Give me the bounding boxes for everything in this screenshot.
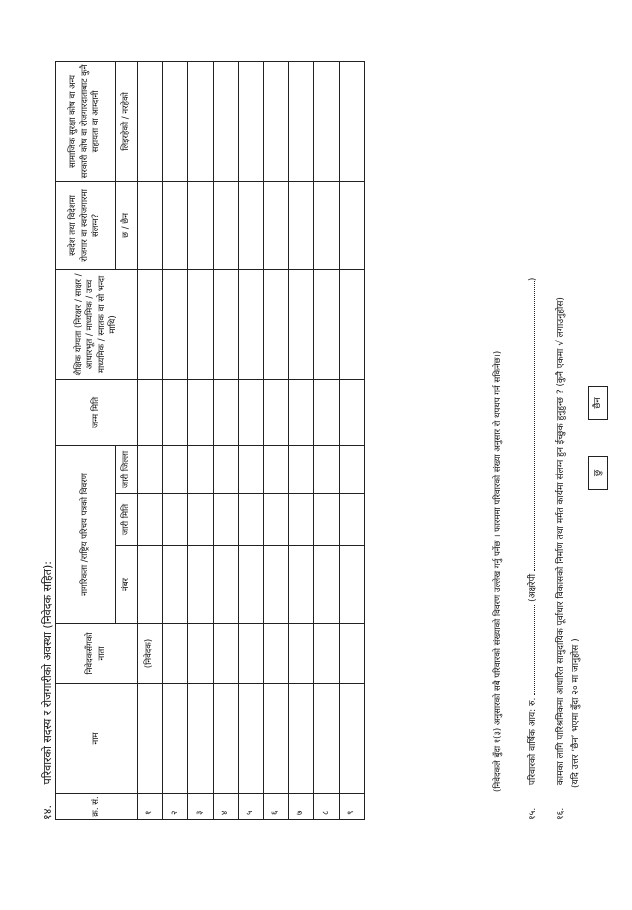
cell-dob[interactable] (289, 379, 314, 445)
cell-employment[interactable] (238, 181, 263, 269)
cell-employment[interactable] (263, 181, 288, 269)
cell-cit-number[interactable] (188, 546, 213, 624)
cell-social[interactable] (213, 61, 238, 181)
header-cit-date: जारी मिति (116, 494, 138, 546)
cell-name[interactable] (314, 684, 339, 794)
table-row (163, 61, 188, 819)
cell-sn: ८ (314, 794, 339, 820)
cell-cit-district[interactable] (138, 445, 163, 493)
question-16-text: कामका लागि पारिश्रमिकमा आधारित सामुदायिक पूर्वाधार विकासको निर्माण तथा मर्मत कार्यमा संलग्न हुन ईच्छुक हुनुहुन्छ ? (कुनै एकमा √ लगाउनुहोस) (556, 297, 566, 786)
header-cit-number: नंबर (116, 546, 138, 624)
cell-relation[interactable]: (निवेदक) (138, 624, 163, 684)
cell-cit-number[interactable] (289, 546, 314, 624)
table-body (138, 61, 365, 819)
header-sn: क्र. सं. (56, 794, 138, 820)
question-16-number: १६. (556, 807, 566, 820)
table-row (263, 61, 288, 819)
cell-cit-district[interactable] (213, 445, 238, 493)
question-15-text: परिवारको वार्षिक आय: रु. (528, 697, 538, 786)
cell-relation[interactable] (339, 624, 364, 684)
cell-education[interactable] (314, 269, 339, 379)
cell-education[interactable] (138, 269, 163, 379)
question-16 (553, 297, 566, 820)
table-note: (निवेदकले बुँदा १(३) अनुसारको सबै परिवारको संख्याको विवरण उल्लेख गर्नु पर्नेछ । फारममा परिवारको संख्या अनुसार रो थपथप गर्न सकिनेछ।) (493, 350, 503, 792)
cell-cit-date[interactable] (314, 494, 339, 546)
cell-employment[interactable] (213, 181, 238, 269)
cell-employment[interactable] (188, 181, 213, 269)
cell-name[interactable] (163, 684, 188, 794)
cell-education[interactable] (238, 269, 263, 379)
cell-cit-district[interactable] (238, 445, 263, 493)
table-row (314, 61, 339, 819)
table-row (289, 61, 314, 819)
cell-name[interactable] (213, 684, 238, 794)
question-15 (525, 278, 538, 820)
cell-relation[interactable] (238, 624, 263, 684)
cell-social[interactable] (138, 61, 163, 181)
table-row (339, 61, 364, 819)
cell-sn: २ (163, 794, 188, 820)
cell-cit-date[interactable] (263, 494, 288, 546)
cell-cit-date[interactable] (163, 494, 188, 546)
question-16-subnote: (यदि उत्तर ‘छैन’ भएमा बुँदा २० मा जानुहोस ) (571, 638, 581, 788)
cell-social[interactable] (238, 61, 263, 181)
cell-cit-date[interactable] (238, 494, 263, 546)
question-14-text: परिवारको सदस्य र रोजगारीको अवस्था (निवेदक सहित): (41, 561, 54, 785)
cell-employment[interactable] (138, 181, 163, 269)
no-checkbox[interactable]: छैन (588, 386, 608, 420)
question-14-title (40, 561, 55, 820)
cell-relation[interactable] (163, 624, 188, 684)
income-words-open: (अक्षरेपी (528, 573, 538, 602)
cell-sn: ४ (213, 794, 238, 820)
header-citizenship: नागरिकता /राष्ट्रिय परिचय पत्रको विवरण (56, 445, 116, 623)
header-employment: स्वदेश तथा विदेशमा रोजगार वा स्वरोजगारमा संलग्न? (56, 181, 116, 269)
cell-cit-number[interactable] (138, 546, 163, 624)
table-row (138, 61, 163, 819)
yes-checkbox[interactable]: छु (588, 456, 608, 490)
cell-dob[interactable] (238, 379, 263, 445)
cell-cit-number[interactable] (263, 546, 288, 624)
header-social: सामाजिक सुरक्षा कोष वा अन्य सरकारी कोष वा रोजगारदाताबाट कुनै सहायता वा आम्दानी (56, 61, 116, 181)
cell-education[interactable] (263, 269, 288, 379)
cell-name[interactable] (289, 684, 314, 794)
header-employment-options: छ / छैन (116, 181, 138, 269)
cell-cit-number[interactable] (314, 546, 339, 624)
cell-cit-number[interactable] (213, 546, 238, 624)
cell-name[interactable] (238, 684, 263, 794)
cell-name[interactable] (339, 684, 364, 794)
cell-cit-date[interactable] (188, 494, 213, 546)
cell-dob[interactable] (188, 379, 213, 445)
cell-social[interactable] (263, 61, 288, 181)
cell-cit-district[interactable] (339, 445, 364, 493)
cell-education[interactable] (213, 269, 238, 379)
table-row (238, 61, 263, 819)
cell-cit-district[interactable] (289, 445, 314, 493)
cell-cit-district[interactable] (263, 445, 288, 493)
cell-dob[interactable] (163, 379, 188, 445)
question-15-number: १५. (528, 807, 538, 820)
cell-sn: ७ (289, 794, 314, 820)
cell-education[interactable] (289, 269, 314, 379)
header-relation: निवेदकसँगको नाता (56, 624, 138, 684)
cell-relation[interactable] (188, 624, 213, 684)
cell-cit-date[interactable] (289, 494, 314, 546)
cell-cit-district[interactable] (188, 445, 213, 493)
cell-dob[interactable] (263, 379, 288, 445)
cell-cit-date[interactable] (138, 494, 163, 546)
cell-relation[interactable] (314, 624, 339, 684)
cell-cit-number[interactable] (238, 546, 263, 624)
cell-cit-date[interactable] (339, 494, 364, 546)
cell-dob[interactable] (339, 379, 364, 445)
cell-cit-date[interactable] (213, 494, 238, 546)
cell-employment[interactable] (314, 181, 339, 269)
header-social-options: लिइरहेको / नरहेको (116, 61, 138, 181)
cell-education[interactable] (339, 269, 364, 379)
cell-social[interactable] (188, 61, 213, 181)
cell-social[interactable] (289, 61, 314, 181)
cell-cit-district[interactable] (163, 445, 188, 493)
income-amount-field[interactable] (525, 605, 535, 695)
cell-employment[interactable] (163, 181, 188, 269)
header-education: शैक्षिक योग्यता (निरक्षर / साक्षर / आधारभूत / माध्यमिक / उच्च माध्यमिक / स्नातक वा सो भन्दा माथि) (56, 269, 138, 379)
family-members-table (55, 61, 365, 820)
cell-education[interactable] (188, 269, 213, 379)
cell-name[interactable] (188, 684, 213, 794)
cell-relation[interactable] (289, 624, 314, 684)
cell-sn: ५ (238, 794, 263, 820)
cell-name[interactable] (138, 684, 163, 794)
income-words-close: ) (528, 277, 538, 282)
cell-relation[interactable] (263, 624, 288, 684)
cell-cit-district[interactable] (314, 445, 339, 493)
cell-education[interactable] (163, 269, 188, 379)
cell-dob[interactable] (138, 379, 163, 445)
cell-social[interactable] (163, 61, 188, 181)
cell-relation[interactable] (213, 624, 238, 684)
cell-dob[interactable] (314, 379, 339, 445)
header-cit-district: जारी जिल्ला (116, 445, 138, 493)
income-words-field[interactable] (525, 281, 535, 571)
cell-employment[interactable] (289, 181, 314, 269)
cell-dob[interactable] (213, 379, 238, 445)
header-dob: जन्म मिति (56, 379, 138, 445)
cell-cit-number[interactable] (339, 546, 364, 624)
cell-cit-number[interactable] (163, 546, 188, 624)
cell-social[interactable] (339, 61, 364, 181)
table-row (188, 61, 213, 819)
cell-employment[interactable] (339, 181, 364, 269)
cell-sn: ३ (188, 794, 213, 820)
cell-sn: ९ (339, 794, 364, 820)
cell-social[interactable] (314, 61, 339, 181)
cell-sn: ६ (263, 794, 288, 820)
table-row (213, 61, 238, 819)
cell-sn: १ (138, 794, 163, 820)
question-14-number: १४. (41, 805, 54, 820)
header-name: नाम (56, 684, 138, 794)
cell-name[interactable] (263, 684, 288, 794)
